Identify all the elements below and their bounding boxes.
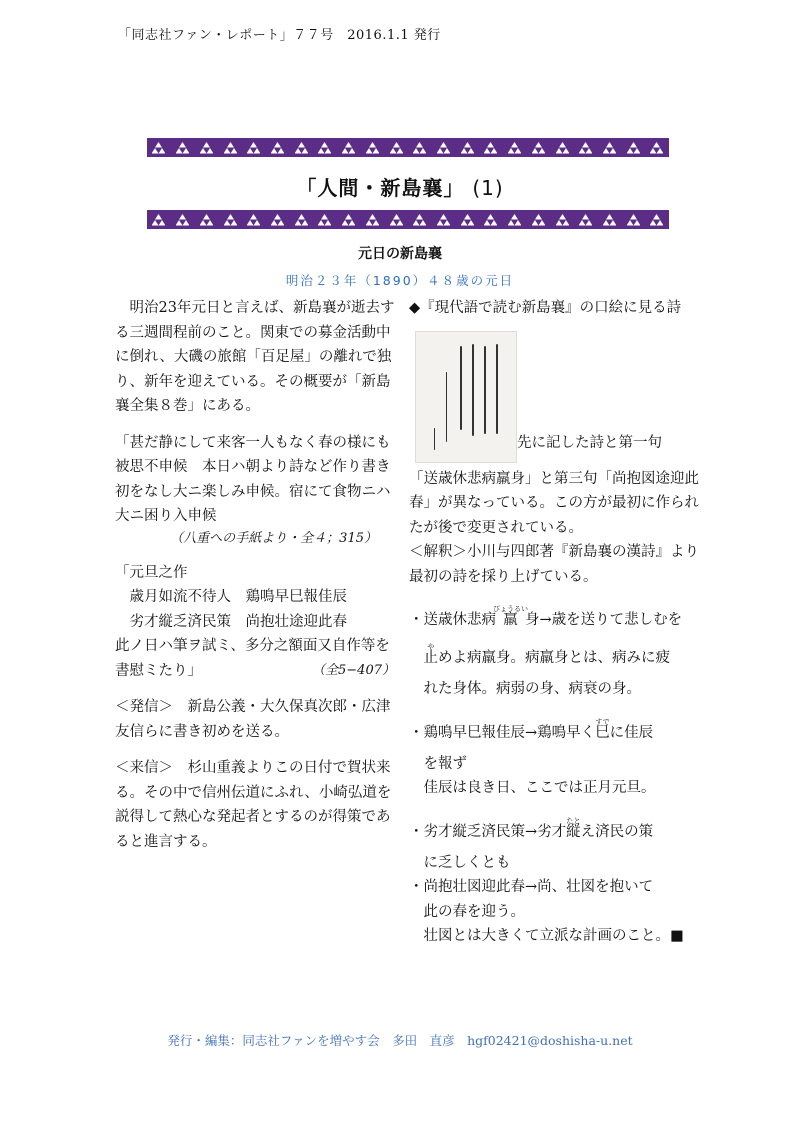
page-title [0,172,800,201]
poem-item-4-line-3: 壮図とは大きくて立派な計画のこと。■ [423,928,684,944]
title-text: 「人間・新島襄」 [296,176,465,200]
three-triangle-crest-icon [461,214,474,226]
three-triangle-crest-icon [224,214,237,226]
three-triangle-crest-icon [247,142,260,154]
poem-item-1-line-3: れた身体。病弱の身、病衰の身。 [423,681,641,697]
poem-item-1-line-1: ・送歳休悲病羸びょうるい身→歳を送りて悲しむを [409,605,683,628]
three-triangle-crest-icon [295,142,308,154]
three-triangle-crest-icon [366,142,379,154]
three-triangle-crest-icon [342,142,355,154]
three-triangle-crest-icon [271,214,284,226]
poem-note-text: 此ノ日ハ筆ヲ試ミ、多分之額面又自作等を書慰ミたり」 [115,638,390,679]
three-triangle-crest-icon [342,214,355,226]
poem-title: 「元旦之作 [115,564,188,581]
three-triangle-crest-icon [650,214,663,226]
three-triangle-crest-icon [176,214,189,226]
poem-citation: （全5−407） [312,662,395,678]
three-triangle-crest-icon [650,142,663,154]
three-triangle-crest-icon [390,214,403,226]
three-triangle-crest-icon [200,214,213,226]
title-number: (1) [472,176,504,200]
commentary-label: ＜解釈＞小川与四郎著『新島襄の漢詩』より 最初の詩を採り上げている。 [409,544,714,585]
poem-item-1-line-2: 止やめよ病羸身。病羸身とは、病みに疲 [423,643,670,666]
three-triangle-crest-icon [318,214,331,226]
three-triangle-crest-icon [627,214,640,226]
three-triangle-crest-icon [556,142,569,154]
three-triangle-crest-icon [224,142,237,154]
poem-item-3-line-2: に乏しくとも [423,854,511,871]
difference-paragraph: 「送歳休悲病羸身」と第三句「尚抱図途迎此春」が異なっている。この方が最初に作られたが後で変更されている。 [409,470,699,536]
poem-line-1: 歳月如流不待人 鶏鳴早巳報佳辰 [129,589,347,605]
poem-item-2-line-1: ・鶏鳴早巳報佳辰→鶏鳴早く巳すでに佳辰 [409,717,654,741]
three-triangle-crest-icon [461,142,474,154]
three-triangle-crest-icon [532,214,545,226]
article-date-line: 明治２３年（1890）４８歳の元日 [285,273,515,288]
three-triangle-crest-icon [484,142,497,154]
poem-item-4-line-1: ・尚抱壮図迎此春→尚、壮図を抱いて [409,879,654,895]
three-triangle-crest-icon [437,142,450,154]
intro-paragraph: 明治23年元日と言えば、新島襄が逝去する三週間程前のこと。関東での募金活動中に倒れ、大磯の旅館「百足屋」の離れで独り、新年を迎えている。その概要が「新島襄全集８巻」にある。 [115,300,395,414]
three-triangle-crest-icon [437,214,450,226]
three-triangle-crest-icon [318,142,331,154]
calligraphy-image [415,331,517,463]
poem-item-2-line-2: を報ず [423,755,467,772]
three-triangle-crest-icon [508,142,521,154]
poem-item-2-line-3: 佳辰は良き日、ここでは正月元旦。 [423,780,656,796]
three-triangle-crest-icon [579,214,592,226]
three-triangle-crest-icon [484,214,497,226]
three-triangle-crest-icon [152,142,165,154]
three-triangle-crest-icon [413,214,426,226]
footer-publisher: 発行・編集：同志社ファンを増やす会 多田 直彦 hgf02421@doshisha-u.net [167,1033,633,1048]
decorative-banner-top [147,138,669,157]
received-paragraph: ＜来信＞ 杉山重義よりこの日付で賀状来る。その中で信州伝道にふれ、小崎弘道を説得して熱心な発起者とするのが得策であると進言する。 [115,760,392,850]
three-triangle-crest-icon [295,214,308,226]
three-triangle-crest-icon [413,142,426,154]
three-triangle-crest-icon [508,214,521,226]
right-heading: ◆『現代語で読む新島襄』の口絵に見る詩 [409,300,682,316]
poem-note [115,634,395,683]
letter-citation: （八重への手紙より・全４；315） [170,530,377,546]
letter-quote: 「甚だ静にして来客一人もなく春の様にも被思不申候 本日ハ朝より詩など作り書き初をなし大ニ楽しみ申候。宿にて食物ニハ大ニ困り入申候 [115,434,391,524]
three-triangle-crest-icon [366,214,379,226]
three-triangle-crest-icon [627,142,640,154]
three-triangle-crest-icon [176,142,189,154]
three-triangle-crest-icon [200,142,213,154]
poem-item-4-line-2: 此の春を迎う。 [423,903,525,920]
right-column [409,296,714,949]
three-triangle-crest-icon [247,214,260,226]
three-triangle-crest-icon [556,214,569,226]
three-triangle-crest-icon [603,142,616,154]
three-triangle-crest-icon [390,142,403,154]
sent-paragraph: ＜発信＞ 新島公義・大久保真次郎・広津友信らに書き初めを送る。 [115,699,391,740]
three-triangle-crest-icon [271,142,284,154]
three-triangle-crest-icon [532,142,545,154]
poem-line-2: 劣才縦乏済民策 尚抱壮途迎此春 [129,613,347,630]
decorative-banner-bottom [147,210,669,229]
three-triangle-crest-icon [603,214,616,226]
article-subtitle: 元日の新島襄 [358,246,442,262]
three-triangle-crest-icon [152,214,165,226]
poem-item-3-line-1: ・劣才縦乏済民策→劣才縦たとえ済民の策 [409,816,654,840]
after-image-text: 先に記した詩と第一句 [517,434,662,451]
three-triangle-crest-icon [579,142,592,154]
left-column [115,296,395,854]
publication-header: 「同志社ファン・レポート」７７号 2016.1.1 発行 [118,28,441,43]
